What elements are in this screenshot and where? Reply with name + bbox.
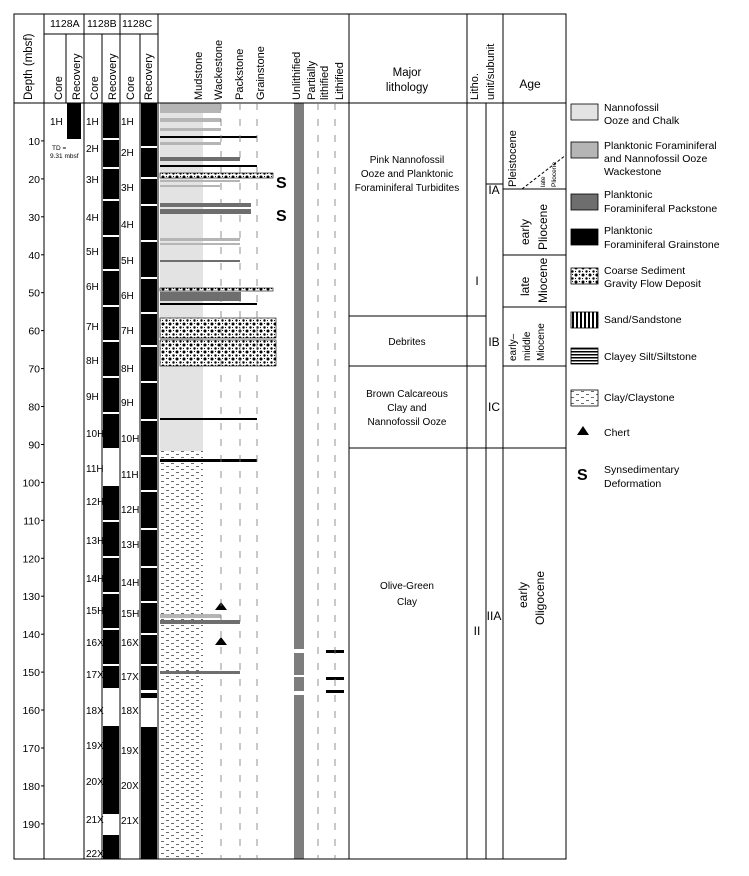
core-label: 19X xyxy=(86,741,104,752)
hole-b-header: 1128B xyxy=(87,18,117,30)
hole-c-recovery-bar xyxy=(141,727,157,859)
age-early-oligocene: early xyxy=(516,581,530,608)
unit-ia-lithology: Ooze and Planktonic xyxy=(360,169,454,180)
hole-b-recovery-bar xyxy=(103,103,119,448)
legend-label-silt: Clayey Silt/Siltstone xyxy=(604,351,697,363)
unit-ib-lithology: Debrites xyxy=(388,337,426,348)
legend-swatch-wacke xyxy=(571,142,598,158)
core-label: 22X xyxy=(86,849,104,860)
core-boundary xyxy=(103,235,119,237)
core-label: 16X xyxy=(121,638,139,649)
core-boundary xyxy=(103,199,119,201)
core-label: 21X xyxy=(121,816,139,827)
age-early-middle-miocene: middle xyxy=(522,331,533,361)
turbidite-bed xyxy=(160,459,257,462)
legend-label-sand: Sand/Sandstone xyxy=(604,314,682,326)
clay-interval xyxy=(160,451,203,859)
turbidite-bed xyxy=(160,180,240,182)
core-boundary xyxy=(141,146,157,148)
core-boundary xyxy=(103,376,119,378)
core-boundary xyxy=(141,601,157,603)
turbidite-bed xyxy=(160,118,221,122)
hole-b-recovery-bar xyxy=(103,726,119,814)
core-label: 8H xyxy=(121,364,134,375)
core-label: 14H xyxy=(86,574,105,585)
turbidite-bed xyxy=(160,185,220,187)
core-label: 15H xyxy=(121,609,140,620)
core-boundary xyxy=(103,412,119,414)
hole-b-core-header: Core xyxy=(89,76,101,100)
turbidite-bed xyxy=(160,128,221,131)
packstone-bed xyxy=(160,620,240,624)
hole-a-core-1h: 1H xyxy=(50,117,63,128)
depth-tick-label: 160 xyxy=(22,705,40,717)
hole-a-td-label-1: TD = xyxy=(52,145,67,152)
legend-label-wacke: Planktonic Foraminiferal xyxy=(604,140,717,152)
synsedimentary-s-icon: S xyxy=(276,208,287,225)
core-label: 20X xyxy=(121,781,139,792)
hole-a-td-label-2: 9.31 mbsf xyxy=(50,153,79,160)
hole-c-core-header: Core xyxy=(125,76,137,100)
subunit-iia: IIA xyxy=(486,609,502,623)
legend-label-synsed: Deformation xyxy=(604,478,662,490)
core-label: 20X xyxy=(86,777,104,788)
hole-b-recovery-bar xyxy=(103,484,119,688)
core-boundary xyxy=(141,177,157,179)
legend-label-chert: Chert xyxy=(604,427,630,439)
legend-swatch-silt xyxy=(571,348,598,364)
major-lithology-header-2: lithology xyxy=(385,82,429,94)
depth-tick-label: 50 xyxy=(28,287,40,300)
hole-1128c-recovery xyxy=(141,103,157,859)
depth-tick-label: 110 xyxy=(23,515,40,528)
age-early-middle-miocene: Miocene xyxy=(536,323,547,361)
texture-header-wackestone: Wackestone xyxy=(213,39,225,100)
depth-tick-label: 120 xyxy=(22,553,40,566)
legend-swatch-coarse xyxy=(571,268,598,284)
age-late-pliocene: late xyxy=(540,176,547,187)
hole-c-recovery-header: Recovery xyxy=(143,53,155,100)
legend-label-nanno: Nannofossil xyxy=(604,102,659,114)
core-boundary xyxy=(141,277,157,279)
nannofossil-ooze-interval xyxy=(160,103,203,451)
core-boundary xyxy=(141,633,157,635)
depth-tick-label: 90 xyxy=(28,439,40,452)
core-label: 12H xyxy=(86,497,105,508)
unit-ic-lithology: Brown Calcareous xyxy=(366,389,448,400)
core-label: 9H xyxy=(86,392,99,403)
age-header: Age xyxy=(519,77,541,91)
legend-label-grain: Foraminiferal Grainstone xyxy=(604,239,720,251)
core-label: 18X xyxy=(86,706,104,717)
unit-ia-lithology: Pink Nannofossil xyxy=(369,155,445,166)
age-early-middle-miocene: early– xyxy=(508,333,519,361)
core-boundary xyxy=(141,455,157,457)
core-boundary xyxy=(141,528,157,530)
turbidite-bed xyxy=(160,136,257,138)
core-label: 17X xyxy=(86,670,104,681)
age-late-miocene: late xyxy=(518,276,532,296)
debrite-bed xyxy=(160,340,276,366)
depth-tick-label: 60 xyxy=(28,325,40,338)
turbidite-bed xyxy=(160,243,240,245)
core-boundary xyxy=(141,566,157,568)
unlithified-bar xyxy=(294,103,304,649)
core-boundary xyxy=(141,664,157,666)
ages xyxy=(507,130,558,625)
turbidite-bed xyxy=(160,671,240,674)
unlithified-bar xyxy=(294,677,304,691)
packstone-bed xyxy=(160,292,241,301)
core-label: 14H xyxy=(121,578,140,589)
texture-header-grainstone: Grainstone xyxy=(255,46,267,100)
legend-label-nanno: Ooze and Chalk xyxy=(604,115,680,127)
depth-tick-label: 190 xyxy=(22,818,40,831)
coarse-bed xyxy=(160,173,273,178)
depth-tick-label: 180 xyxy=(22,780,40,793)
core-label: 5H xyxy=(86,247,99,258)
hole-a-core-header: Core xyxy=(53,76,65,100)
lith-header-lithified-partial: lithified xyxy=(319,65,331,100)
core-boundary xyxy=(103,628,119,630)
core-label: 21X xyxy=(86,815,104,826)
age-early-pliocene: early xyxy=(518,218,532,245)
core-boundary xyxy=(103,520,119,522)
unit-iia-lithology: Olive-Green xyxy=(380,581,434,592)
legend-label-grain: Planktonic xyxy=(604,225,653,237)
core-label: 1H xyxy=(86,117,99,128)
age-pleistocene: Pleistocene xyxy=(507,130,519,187)
core-label: 13H xyxy=(86,536,105,547)
depth-tick-label: 30 xyxy=(28,211,40,224)
hole-b-recovery-bar xyxy=(103,835,119,859)
depth-tick-label: 40 xyxy=(28,249,40,262)
turbidite-bed xyxy=(160,157,240,161)
core-boundary xyxy=(103,269,119,271)
unit-ia-lithology: Foraminiferal Turbidites xyxy=(354,183,460,194)
unit-ii: II xyxy=(473,624,481,638)
core-label: 16X xyxy=(86,638,104,649)
hole-c-recovery-bar xyxy=(141,693,157,698)
debrite-bed xyxy=(160,318,276,338)
core-boundary xyxy=(103,138,119,140)
age-late-pliocene: Pliocene xyxy=(551,162,558,187)
major-lithology xyxy=(355,155,459,608)
legend-label-synsed: Synsedimentary xyxy=(604,464,680,476)
lithified-mark xyxy=(326,690,344,693)
hole-1128b-recovery xyxy=(103,103,119,859)
turbidite-bed xyxy=(160,303,257,305)
age-early-pliocene: Pliocene xyxy=(536,203,550,250)
core-label: 12H xyxy=(121,505,140,516)
core-label: 6H xyxy=(121,291,134,302)
legend-label-coarse: Gravity Flow Deposit xyxy=(604,278,701,290)
core-label: 1H xyxy=(121,117,134,128)
unit-ic-lithology: Nannofossil Ooze xyxy=(367,417,447,428)
hole-a-recovery-header: Recovery xyxy=(71,53,83,100)
legend xyxy=(571,102,720,490)
core-label: 7H xyxy=(121,326,134,337)
chert-icon xyxy=(215,637,227,645)
core-label: 13H xyxy=(121,540,140,551)
core-label: 4H xyxy=(121,220,134,231)
age-early-oligocene: Oligocene xyxy=(533,570,547,625)
unlithified-bar xyxy=(294,653,304,675)
turbidite-bed xyxy=(160,260,240,262)
unlithified-bar xyxy=(294,695,304,859)
core-label: 11H xyxy=(121,470,139,481)
core-label: 5H xyxy=(121,256,134,267)
legend-swatch-sand xyxy=(571,312,598,328)
texture-header-mudstone: Mudstone xyxy=(193,51,205,100)
core-label: 10H xyxy=(121,434,140,445)
core-boundary xyxy=(103,664,119,666)
depth-tick-label: 20 xyxy=(28,173,40,186)
texture-column xyxy=(160,103,287,859)
lith-header-lithified: Lithified xyxy=(334,62,346,100)
texture-header-packstone: Packstone xyxy=(234,48,246,100)
subunit-ia: IA xyxy=(488,183,500,197)
depth-axis xyxy=(22,136,44,831)
core-label: 10H xyxy=(86,429,105,440)
litho-units xyxy=(474,183,502,638)
core-boundary xyxy=(141,240,157,242)
legend-swatch-pack xyxy=(571,194,598,210)
core-label: 7H xyxy=(86,322,99,333)
legend-swatch-nanno xyxy=(571,104,598,120)
core-label: 3H xyxy=(121,183,134,194)
hole-1128a-recovery xyxy=(50,103,81,160)
depth-header: Depth (mbsf) xyxy=(23,33,35,100)
core-boundary xyxy=(103,167,119,169)
legend-swatch-grain xyxy=(571,229,598,245)
age-late-miocene: Miocene xyxy=(536,257,550,303)
coarse-bed xyxy=(160,288,273,291)
turbidite-bed xyxy=(160,614,221,618)
unit-i: I xyxy=(475,274,479,288)
core-label: 15H xyxy=(86,606,105,617)
turbidite-bed xyxy=(160,165,257,167)
legend-label-clay: Clay/Claystone xyxy=(604,392,675,404)
legend-label-pack: Planktonic xyxy=(604,189,653,201)
hole-a-header: 1128A xyxy=(50,18,80,30)
depth-tick-label: 140 xyxy=(22,629,40,642)
core-label: 8H xyxy=(86,356,99,367)
core-label: 2H xyxy=(121,148,134,159)
depth-tick-label: 150 xyxy=(22,667,40,680)
core-boundary xyxy=(103,592,119,594)
core-label: 18X xyxy=(121,706,139,717)
litho-unit-header-2: unit/subunit xyxy=(485,43,497,100)
depth-tick-label: 10 xyxy=(28,135,40,148)
synsedimentary-s-icon: S xyxy=(276,175,287,192)
core-boundary xyxy=(141,312,157,314)
legend-label-wacke: Wackestone xyxy=(604,166,662,178)
core-boundary xyxy=(141,204,157,206)
core-boundary xyxy=(103,448,119,450)
legend-label-pack: Foraminiferal Packstone xyxy=(604,203,718,215)
core-label: 4H xyxy=(86,213,99,224)
core-label: 17X xyxy=(121,672,139,683)
synsedimentary-s-icon: S xyxy=(577,467,588,484)
turbidite-bed xyxy=(160,142,221,145)
legend-label-wacke: and Nannofossil Ooze xyxy=(604,153,708,165)
litho-unit-header-1: Litho. xyxy=(469,73,481,100)
packstone-bed xyxy=(160,209,251,214)
depth-tick-label: 70 xyxy=(28,363,40,376)
core-boundary xyxy=(103,305,119,307)
subunit-ic: IC xyxy=(488,400,500,414)
core-boundary xyxy=(103,484,119,486)
major-lithology-header-1: Major xyxy=(392,67,422,79)
depth-tick-label: 170 xyxy=(22,743,40,755)
depth-tick-label: 100 xyxy=(22,477,40,490)
core-boundary xyxy=(141,381,157,383)
core-label: 19X xyxy=(121,746,139,757)
core-label: 2H xyxy=(86,144,99,155)
core-label: 6H xyxy=(86,282,99,293)
depth-tick-label: 130 xyxy=(22,591,40,604)
core-boundary xyxy=(141,490,157,492)
chert-icon xyxy=(577,426,589,435)
hole-c-header: 1128C xyxy=(122,18,153,30)
core-label: 9H xyxy=(121,398,134,409)
legend-label-coarse: Coarse Sediment xyxy=(604,265,686,277)
unit-iia-lithology: Clay xyxy=(396,597,418,608)
unit-ic-lithology: Clay and xyxy=(387,403,427,414)
column-headers xyxy=(23,18,541,100)
packstone-bed xyxy=(160,203,251,207)
turbidite-bed xyxy=(160,418,257,420)
core-boundary xyxy=(103,340,119,342)
turbidite-bed xyxy=(160,238,240,241)
core-boundary xyxy=(141,419,157,421)
turbidite-bed xyxy=(160,103,221,113)
core-label: 11H xyxy=(86,464,104,475)
legend-swatch-clay xyxy=(571,390,598,406)
core-label: 3H xyxy=(86,175,99,186)
depth-tick-label: 80 xyxy=(28,401,40,414)
lith-header-partially: Partially xyxy=(306,60,318,100)
core-boundary xyxy=(103,556,119,558)
hole-b-recovery-header: Recovery xyxy=(107,53,119,100)
core-boundary xyxy=(141,345,157,347)
lithification-column xyxy=(294,103,344,859)
subunit-ib: IB xyxy=(488,335,500,349)
hole-a-recovery-block xyxy=(67,103,81,139)
lith-header-unlithified: Unlithified xyxy=(291,51,303,100)
